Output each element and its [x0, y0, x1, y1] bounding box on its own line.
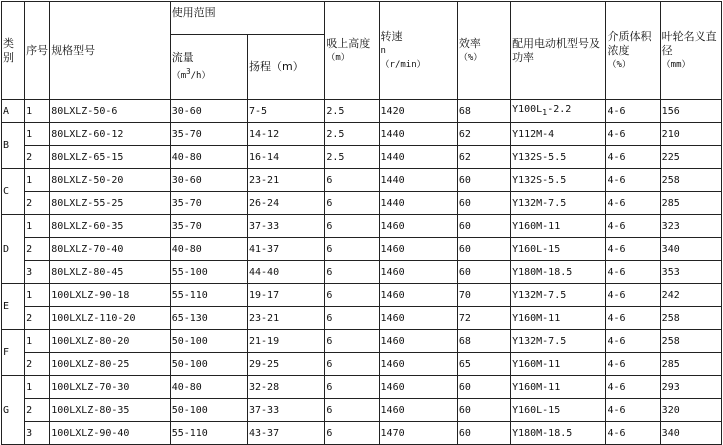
cell-diameter: 293: [660, 376, 721, 399]
header-efficiency-unit: （%）: [458, 52, 483, 63]
cell-medium: 4-6: [606, 307, 660, 330]
cell-motor: Y132S-5.5: [511, 146, 606, 169]
cell-diameter: 340: [660, 238, 721, 261]
cell-class: A: [2, 100, 25, 123]
cell-seq: 1: [25, 100, 50, 123]
cell-efficiency: 65: [457, 353, 510, 376]
cell-seq: 1: [25, 169, 50, 192]
cell-speed: 1460: [379, 284, 457, 307]
cell-diameter: 258: [660, 169, 721, 192]
cell-motor: Y160L-15: [511, 238, 606, 261]
cell-medium: 4-6: [606, 353, 660, 376]
cell-suction: 2.5: [325, 100, 379, 123]
cell-model: 80LXLZ-60-12: [50, 123, 171, 146]
cell-medium: 4-6: [606, 238, 660, 261]
cell-flow: 55-110: [170, 284, 247, 307]
cell-seq: 2: [25, 399, 50, 422]
cell-suction: 6: [325, 330, 379, 353]
cell-speed: 1440: [379, 123, 457, 146]
cell-suction: 6: [325, 261, 379, 284]
cell-model: 100LXLZ-90-18: [50, 284, 171, 307]
cell-class: C: [2, 169, 25, 215]
cell-diameter: 242: [660, 284, 721, 307]
cell-motor: Y132M-7.5: [511, 284, 606, 307]
cell-head: 41-37: [248, 238, 325, 261]
cell-flow: 30-60: [170, 169, 247, 192]
cell-model: 100LXLZ-90-40: [50, 422, 171, 445]
header-medium-unit: （%）: [607, 59, 631, 70]
cell-medium: 4-6: [606, 100, 660, 123]
cell-diameter: 285: [660, 192, 721, 215]
cell-speed: 1460: [379, 376, 457, 399]
header-impeller-unit: （mm）: [661, 59, 691, 70]
cell-suction: 2.5: [325, 123, 379, 146]
table-row: [2, 330, 722, 353]
cell-speed: 1460: [379, 307, 457, 330]
cell-motor: Y160M-11: [511, 307, 606, 330]
cell-medium: 4-6: [606, 376, 660, 399]
table-row: [2, 215, 722, 238]
cell-model: 100LXLZ-110-20: [50, 307, 171, 330]
cell-suction: 6: [325, 169, 379, 192]
cell-diameter: 258: [660, 307, 721, 330]
header-medium: [606, 2, 660, 100]
cell-seq: 1: [25, 330, 50, 353]
header-suction: [325, 2, 379, 100]
cell-motor: Y160L-15: [511, 399, 606, 422]
table-row: [2, 261, 722, 284]
cell-flow: 30-60: [170, 100, 247, 123]
cell-seq: 2: [25, 146, 50, 169]
cell-head: 19-17: [248, 284, 325, 307]
cell-motor: Y180M-18.5: [511, 422, 606, 445]
cell-model: 80LXLZ-60-35: [50, 215, 171, 238]
header-seq: 序号: [25, 2, 50, 100]
cell-suction: 6: [325, 238, 379, 261]
cell-medium: 4-6: [606, 123, 660, 146]
cell-efficiency: 60: [457, 422, 510, 445]
cell-flow: 50-100: [170, 330, 247, 353]
cell-medium: 4-6: [606, 169, 660, 192]
cell-model: 80LXLZ-80-45: [50, 261, 171, 284]
header-flow-unit: $(m^3/h)$: [171, 67, 211, 81]
table-row: [2, 307, 722, 330]
cell-speed: 1460: [379, 353, 457, 376]
cell-head: 26-24: [248, 192, 325, 215]
cell-seq: 3: [25, 422, 50, 445]
header-efficiency: [457, 2, 510, 100]
header-speed-label: 转速: [380, 29, 403, 43]
cell-diameter: 285: [660, 353, 721, 376]
cell-head: 21-19: [248, 330, 325, 353]
cell-suction: 6: [325, 307, 379, 330]
header-impeller-label: 叶轮名义直径: [661, 29, 717, 57]
cell-model: 80LXLZ-65-15: [50, 146, 171, 169]
cell-suction: 6: [325, 376, 379, 399]
table-row: [2, 399, 722, 422]
cell-diameter: 225: [660, 146, 721, 169]
cell-seq: 1: [25, 123, 50, 146]
cell-motor: Y132M-7.5: [511, 192, 606, 215]
table-row: [2, 284, 722, 307]
cell-head: 14-12: [248, 123, 325, 146]
cell-efficiency: 68: [457, 100, 510, 123]
cell-motor: Y160M-11: [511, 215, 606, 238]
cell-head: 37-33: [248, 399, 325, 422]
cell-efficiency: 60: [457, 238, 510, 261]
cell-motor: Y160M-11: [511, 353, 606, 376]
cell-head: 43-37: [248, 422, 325, 445]
cell-flow: 40-80: [170, 376, 247, 399]
cell-model: 100LXLZ-70-30: [50, 376, 171, 399]
cell-seq: 2: [25, 238, 50, 261]
table-row: [2, 100, 722, 123]
cell-medium: 4-6: [606, 192, 660, 215]
table-row: [2, 376, 722, 399]
cell-flow: 50-100: [170, 353, 247, 376]
cell-model: 100LXLZ-80-35: [50, 399, 171, 422]
cell-diameter: 323: [660, 215, 721, 238]
table-row: [2, 169, 722, 192]
header-speed: [379, 2, 457, 100]
cell-efficiency: 70: [457, 284, 510, 307]
cell-seq: 2: [25, 353, 50, 376]
cell-head: 16-14: [248, 146, 325, 169]
table-row: [2, 238, 722, 261]
table-row: [2, 123, 722, 146]
cell-flow: 40-80: [170, 146, 247, 169]
cell-flow: 65-130: [170, 307, 247, 330]
cell-efficiency: 60: [457, 399, 510, 422]
cell-motor: $Y100L_1-2.2$: [511, 100, 606, 123]
cell-efficiency: 60: [457, 192, 510, 215]
cell-seq: 2: [25, 192, 50, 215]
cell-speed: 1460: [379, 238, 457, 261]
cell-speed: 1440: [379, 192, 457, 215]
cell-suction: 6: [325, 284, 379, 307]
cell-head: 44-40: [248, 261, 325, 284]
header-class: 类别: [2, 2, 25, 100]
cell-class: B: [2, 123, 25, 169]
cell-motor: Y132M-7.5: [511, 330, 606, 353]
table-row: [2, 146, 722, 169]
cell-medium: 4-6: [606, 146, 660, 169]
cell-diameter: 353: [660, 261, 721, 284]
cell-efficiency: 62: [457, 123, 510, 146]
header-flow-label: 流量: [171, 51, 194, 64]
header-impeller: [660, 2, 721, 100]
cell-medium: 4-6: [606, 215, 660, 238]
cell-speed: 1460: [379, 330, 457, 353]
cell-speed: 1420: [379, 100, 457, 123]
cell-seq: 1: [25, 284, 50, 307]
cell-speed: 1460: [379, 261, 457, 284]
cell-head: 23-21: [248, 169, 325, 192]
cell-class: F: [2, 330, 25, 376]
header-motor: 配用电动机型号及功率: [511, 2, 606, 100]
header-flow: [170, 35, 247, 100]
header-suction-unit: （m）: [326, 52, 350, 63]
cell-speed: 1440: [379, 169, 457, 192]
cell-head: 23-21: [248, 307, 325, 330]
cell-model: 80LXLZ-55-25: [50, 192, 171, 215]
header-suction-label: 吸上高度: [326, 36, 371, 50]
pump-spec-table: [1, 1, 722, 445]
cell-model: 100LXLZ-80-20: [50, 330, 171, 353]
cell-efficiency: 68: [457, 330, 510, 353]
table-row: [2, 192, 722, 215]
cell-suction: 6: [325, 399, 379, 422]
cell-medium: 4-6: [606, 330, 660, 353]
cell-motor: Y180M-18.5: [511, 261, 606, 284]
table-row: [2, 422, 722, 445]
header-medium-label: 介质体积浓度: [607, 29, 652, 57]
cell-diameter: 210: [660, 123, 721, 146]
cell-diameter: 258: [660, 330, 721, 353]
cell-model: 80LXLZ-50-6: [50, 100, 171, 123]
cell-efficiency: 72: [457, 307, 510, 330]
cell-head: 32-28: [248, 376, 325, 399]
cell-flow: 40-80: [170, 238, 247, 261]
cell-efficiency: 60: [457, 376, 510, 399]
cell-motor: Y112M-4: [511, 123, 606, 146]
cell-seq: 3: [25, 261, 50, 284]
table-row: [2, 353, 722, 376]
cell-class: D: [2, 215, 25, 284]
cell-flow: 35-70: [170, 215, 247, 238]
cell-efficiency: 60: [457, 215, 510, 238]
cell-model: 80LXLZ-50-20: [50, 169, 171, 192]
cell-flow: 35-70: [170, 123, 247, 146]
cell-class: G: [2, 376, 25, 445]
cell-flow: 50-100: [170, 399, 247, 422]
cell-suction: 6: [325, 215, 379, 238]
cell-speed: 1470: [379, 422, 457, 445]
cell-suction: 6: [325, 192, 379, 215]
cell-model: 80LXLZ-70-40: [50, 238, 171, 261]
cell-head: 29-25: [248, 353, 325, 376]
header-usage-range: 使用范围: [170, 2, 325, 35]
cell-medium: 4-6: [606, 399, 660, 422]
cell-head: 37-33: [248, 215, 325, 238]
cell-medium: 4-6: [606, 284, 660, 307]
cell-medium: 4-6: [606, 261, 660, 284]
header-efficiency-label: 效率: [458, 36, 481, 50]
cell-model: 100LXLZ-80-25: [50, 353, 171, 376]
cell-speed: 1460: [379, 399, 457, 422]
cell-diameter: 156: [660, 100, 721, 123]
cell-suction: 6: [325, 422, 379, 445]
cell-flow: 35-70: [170, 192, 247, 215]
cell-efficiency: 60: [457, 169, 510, 192]
cell-speed: 1440: [379, 146, 457, 169]
cell-seq: 1: [25, 376, 50, 399]
cell-motor: Y132S-5.5: [511, 169, 606, 192]
cell-speed: 1460: [379, 215, 457, 238]
header-speed-n: n: [380, 45, 386, 56]
header-speed-unit: （r/min）: [380, 59, 426, 70]
cell-diameter: 320: [660, 399, 721, 422]
cell-diameter: 340: [660, 422, 721, 445]
cell-efficiency: 60: [457, 261, 510, 284]
cell-flow: 55-110: [170, 422, 247, 445]
cell-suction: 6: [325, 353, 379, 376]
cell-suction: 2.5: [325, 146, 379, 169]
cell-flow: 55-100: [170, 261, 247, 284]
cell-efficiency: 62: [457, 146, 510, 169]
cell-seq: 2: [25, 307, 50, 330]
cell-seq: 1: [25, 215, 50, 238]
header-head: 扬程（m）: [248, 35, 325, 100]
header-model: 规格型号: [50, 2, 171, 100]
cell-head: 7-5: [248, 100, 325, 123]
cell-class: E: [2, 284, 25, 330]
cell-motor: Y160M-11: [511, 376, 606, 399]
cell-medium: 4-6: [606, 422, 660, 445]
